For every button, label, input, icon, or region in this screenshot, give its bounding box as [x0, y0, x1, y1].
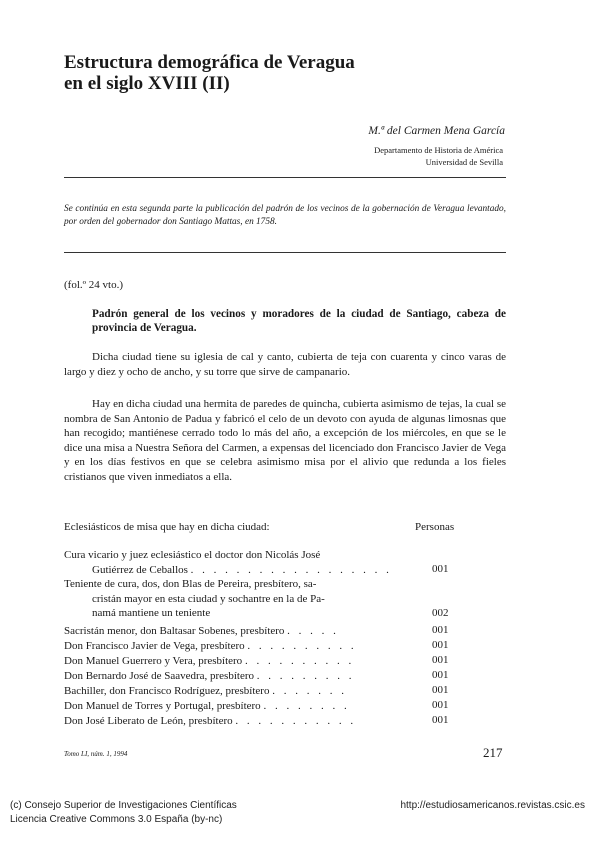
table-row	[64, 684, 400, 699]
row-text-cont: cristán mayor en esta ciudad y sochantre en la de Pa-	[92, 592, 325, 605]
table-row	[64, 624, 400, 639]
leader-dots: . . . . . . . . . . .	[235, 715, 357, 727]
license-notice: Licencia Creative Commons 3.0 España (by-nc)	[10, 814, 223, 825]
table-row	[64, 548, 400, 577]
row-count: 001	[432, 639, 449, 651]
section-heading: Padrón general de los vecinos y moradores de la ciudad de Santiago, cabeza de provincia de Veragua.	[92, 308, 506, 334]
leader-dots: . . . . . . .	[272, 685, 347, 697]
row-count: 001	[432, 624, 449, 636]
affiliation-university: Universidad de Sevilla	[425, 157, 503, 167]
abstract: Se continúa en esta segunda parte la publicación del padrón de los vecinos de la gobernación de Veragua levantado, por orden del gobernador don Santiago Mattas, en 1758.	[64, 204, 506, 227]
row-text: Sacristán menor, don Baltasar Sobenes, presbítero	[64, 625, 285, 637]
row-count: 001	[432, 699, 449, 711]
abstract-rule	[64, 252, 506, 253]
row-text: Don Bernardo José de Saavedra, presbítero	[64, 670, 254, 682]
row-count: 001	[432, 563, 449, 575]
table-row	[64, 654, 400, 669]
author-name: M.ª del Carmen Mena García	[368, 125, 505, 137]
top-rule	[64, 177, 506, 178]
table-row	[64, 669, 400, 684]
paragraph-2: Hay en dicha ciudad una hermita de paredes de quincha, cubierta asimismo de tejas, la cual se nombra de San Antonio de Padua y fabricó el celo de un devoto con ayuda de algunas limosnas que han recogido; mantiénese cerrado todo lo más del año, a excepción de los miércoles, en que se le dice una misa a Nuestra Señora del Carmen, a expensas del licenciado don Francisco Javier de Vega y en los días festivos en que se celebra asimismo misa por el alivio que redunda a los fieles cristianos que viven inmediatos a ella.	[64, 398, 506, 483]
leader-dots: . . . . . . . . . . . . . . . . . .	[190, 563, 392, 576]
row-text: Don José Liberato de León, presbítero	[64, 715, 233, 727]
folio-reference: (fol.º 24 vto.)	[64, 279, 124, 291]
row-text-cont: namá mantiene un teniente	[92, 607, 211, 620]
row-text: Don Manuel Guerrero y Vera, presbítero	[64, 655, 243, 667]
row-count: 001	[432, 684, 449, 696]
title-line-2: en el siglo XVIII (II)	[64, 73, 230, 94]
repository-link[interactable]: http://estudiosamericanos.revistas.csic.es	[400, 800, 585, 811]
row-text: Teniente de cura, dos, don Blas de Pereira, presbítero, sa-	[64, 578, 317, 590]
title-line-1: Estructura demográfica de Veragua	[64, 52, 355, 73]
row-count: 001	[432, 669, 449, 681]
table-column-left: Eclesiásticos de misa que hay en dicha ciudad:	[64, 521, 270, 533]
table-row	[64, 577, 400, 621]
table-row	[64, 639, 400, 654]
row-text: Bachiller, don Francisco Rodríguez, presbítero	[64, 685, 270, 697]
article-title	[64, 52, 524, 94]
leader-dots: . . . . . . . . .	[256, 670, 355, 682]
leader-dots: . . . . . . . .	[263, 700, 350, 712]
row-count: 001	[432, 654, 449, 666]
leader-dots: . . . . . . . . . .	[247, 640, 357, 652]
leader-dots: . . . . .	[287, 625, 339, 637]
table-column-right: Personas	[415, 521, 455, 533]
page-number: 217	[483, 745, 503, 760]
row-text: Don Manuel de Torres y Portugal, presbítero	[64, 700, 261, 712]
row-count: 001	[432, 714, 449, 726]
paragraph-1: Dicha ciudad tiene su iglesia de cal y canto, cubierta de teja con cuarenta y cinco varas de largo y diez y ocho de ancho, y su torre que sirve de campanario.	[64, 351, 506, 378]
row-text: Cura vicario y juez eclesiástico el doctor don Nicolás José	[64, 549, 321, 561]
table-row	[64, 714, 400, 729]
row-text-cont: Gutiérrez de Ceballos	[92, 563, 188, 576]
row-text: Don Francisco Javier de Vega, presbítero	[64, 640, 245, 652]
affiliation-department: Departamento de Historia de América	[374, 145, 503, 155]
row-count: 002	[432, 607, 449, 619]
copyright-notice: (c) Consejo Superior de Investigaciones Científicas	[10, 800, 237, 811]
leader-dots: . . . . . . . . . .	[244, 655, 355, 667]
table-row	[64, 699, 400, 714]
journal-citation: Tomo LI, núm. 1, 1994	[64, 750, 128, 758]
